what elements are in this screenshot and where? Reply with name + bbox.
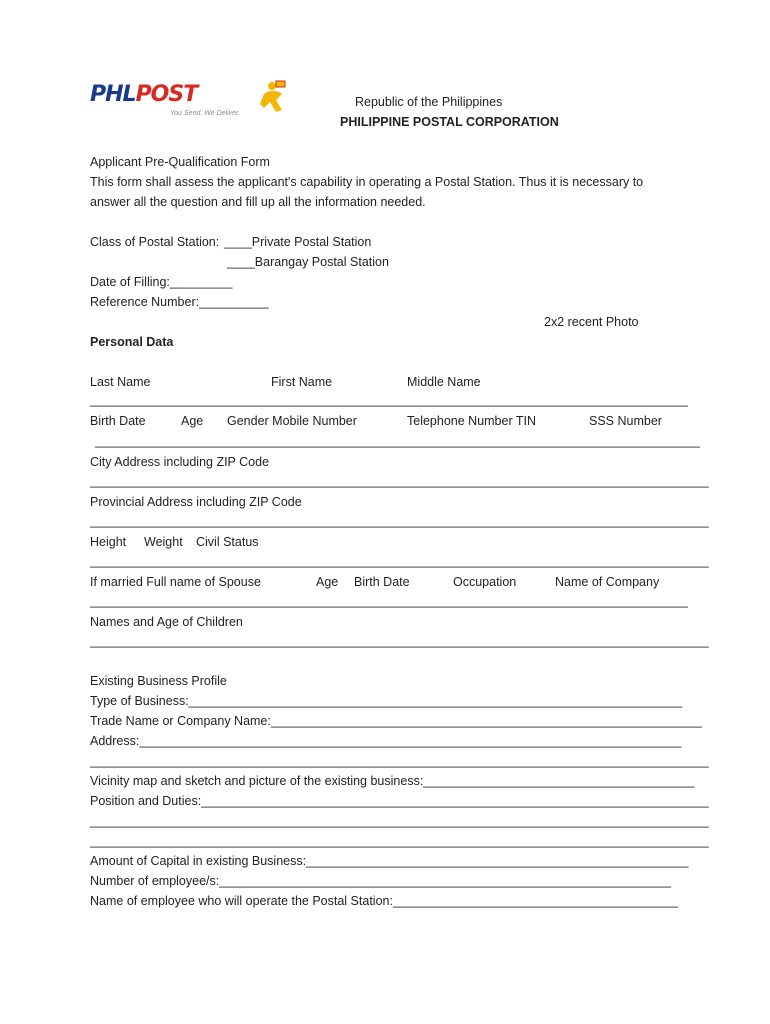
date-of-filing-field[interactable]: Date of Filling:_________ bbox=[90, 275, 233, 289]
capital-field[interactable]: Amount of Capital in existing Business:_______________________________________________________ bbox=[90, 854, 689, 868]
employees-field[interactable]: Number of employee/s:_________________________________________________________________ bbox=[90, 874, 672, 888]
spouse-name-label: If married Full name of Spouse bbox=[90, 575, 261, 589]
country-heading: Republic of the Philippines bbox=[355, 95, 503, 109]
business-type-label: Type of Business: bbox=[90, 694, 189, 708]
photo-placeholder-label: 2x2 recent Photo bbox=[544, 315, 639, 329]
children-label: Names and Age of Children bbox=[90, 615, 243, 629]
intro-line-1: This form shall assess the applicant's capability in operating a Postal Station. Thus it is necessary to bbox=[90, 175, 644, 189]
personal-data-heading: Personal Data bbox=[90, 335, 174, 349]
last-name-label: Last Name bbox=[90, 375, 151, 389]
courier-mascot-icon bbox=[258, 80, 288, 114]
station-class-label: Class of Postal Station: bbox=[90, 235, 220, 249]
weight-label: Weight bbox=[144, 535, 183, 549]
sss-number-label: SSS Number bbox=[589, 414, 662, 428]
business-address-label: Address: bbox=[90, 734, 140, 748]
name-line[interactable]: ______________________________________________________________________________________ bbox=[90, 393, 688, 407]
business-type-field[interactable]: Type of Business:_______________________________________________________________________ bbox=[90, 694, 683, 708]
reference-number-field[interactable]: Reference Number:__________ bbox=[90, 295, 269, 309]
children-line[interactable]: _________________________________________________________________________________________ bbox=[90, 634, 709, 648]
org-heading: PHILIPPINE POSTAL CORPORATION bbox=[340, 115, 559, 129]
spouse-company-label: Name of Company bbox=[555, 575, 660, 589]
birth-date-label: Birth Date bbox=[90, 414, 146, 428]
logo-tagline: You Send. We Deliver. bbox=[170, 110, 241, 117]
age-label: Age bbox=[181, 414, 204, 428]
intro-line-2: answer all the question and fill up all the information needed. bbox=[90, 195, 426, 209]
trade-name-label: Trade Name or Company Name: bbox=[90, 714, 271, 728]
phlpost-logo bbox=[90, 80, 290, 122]
spouse-occupation-label: Occupation bbox=[453, 575, 517, 589]
city-address-line[interactable]: _________________________________________________________________________________________ bbox=[90, 474, 709, 488]
employees-label: Number of employee/s: bbox=[90, 874, 220, 888]
height-label: Height bbox=[90, 535, 127, 549]
middle-name-label: Middle Name bbox=[407, 375, 481, 389]
form-title: Applicant Pre-Qualification Form bbox=[90, 155, 270, 169]
position-duties-line-3[interactable]: _________________________________________________________________________________________ bbox=[90, 834, 709, 848]
spouse-info-line[interactable]: ______________________________________________________________________________________ bbox=[90, 594, 688, 608]
vicinity-map-field[interactable]: Vicinity map and sketch and picture of the existing business:_______________________________________ bbox=[90, 774, 695, 788]
provincial-address-label: Provincial Address including ZIP Code bbox=[90, 495, 302, 509]
spouse-age-label: Age bbox=[316, 575, 339, 589]
operator-label: Name of employee who will operate the Postal Station: bbox=[90, 894, 393, 908]
capital-label: Amount of Capital in existing Business: bbox=[90, 854, 307, 868]
physical-info-line[interactable]: _________________________________________________________________________________________ bbox=[90, 554, 709, 568]
barangay-station-option[interactable]: ____Barangay Postal Station bbox=[227, 255, 389, 269]
gender-mobile-label: Gender Mobile Number bbox=[227, 414, 357, 428]
provincial-address-line[interactable]: _________________________________________________________________________________________ bbox=[90, 514, 709, 528]
city-address-label: City Address including ZIP Code bbox=[90, 455, 270, 469]
position-duties-label: Position and Duties: bbox=[90, 794, 202, 808]
logo-wordmark: PHLPOST bbox=[90, 82, 198, 107]
position-duties-field[interactable]: Position and Duties:_________________________________________________________________________ bbox=[90, 794, 709, 808]
position-duties-line-2[interactable]: _________________________________________________________________________________________ bbox=[90, 814, 709, 828]
first-name-label: First Name bbox=[271, 375, 333, 389]
private-station-option[interactable]: ____Private Postal Station bbox=[224, 235, 372, 249]
operator-field[interactable]: Name of employee who will operate the Postal Station:_________________________________________ bbox=[90, 894, 678, 908]
trade-name-field[interactable]: Trade Name or Company Name:______________________________________________________________ bbox=[90, 714, 702, 728]
civil-status-label: Civil Status bbox=[196, 535, 259, 549]
telephone-tin-label: Telephone Number TIN bbox=[407, 414, 537, 428]
business-profile-heading: Existing Business Profile bbox=[90, 674, 227, 688]
birth-info-line[interactable]: _______________________________________________________________________________________ bbox=[95, 434, 700, 448]
business-address-line-2[interactable]: _________________________________________________________________________________________ bbox=[90, 754, 709, 768]
business-address-field[interactable]: Address:______________________________________________________________________________ bbox=[90, 734, 682, 748]
spouse-birth-date-label: Birth Date bbox=[354, 575, 410, 589]
vicinity-map-label: Vicinity map and sketch and picture of the existing business: bbox=[90, 774, 424, 788]
